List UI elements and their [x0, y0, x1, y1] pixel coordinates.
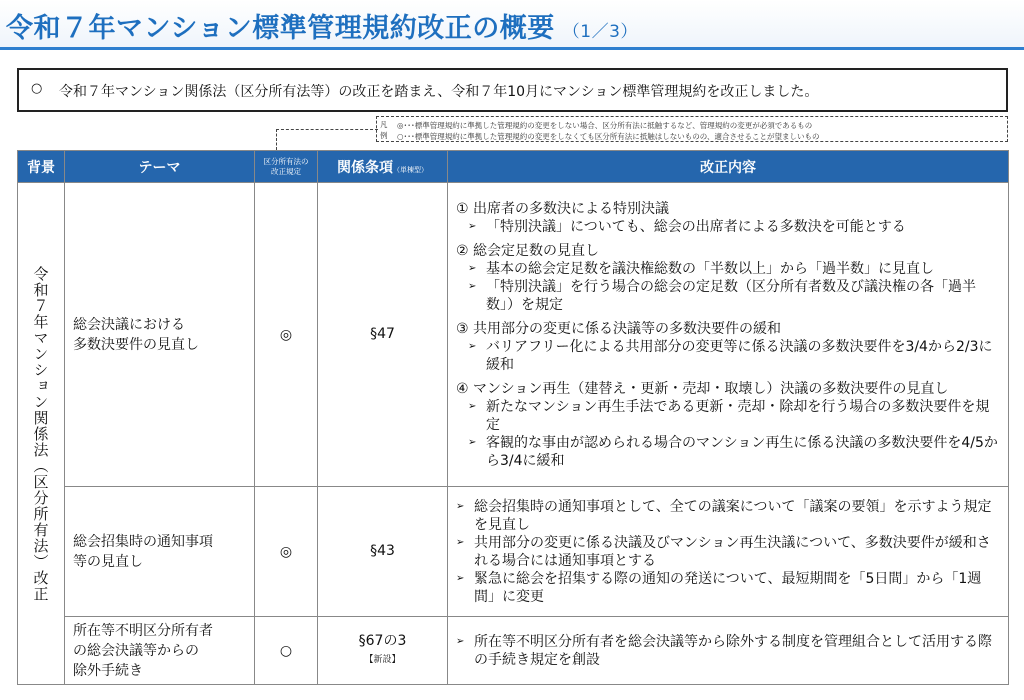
content-cell: [448, 617, 1009, 685]
legend-area: [276, 116, 1008, 150]
page-title: [6, 6, 638, 45]
arrow-bullet-icon: ➢: [456, 536, 465, 548]
mark-cell: ○: [255, 617, 318, 685]
theme-line: 多数決要件の見直し: [73, 336, 199, 353]
theme-line: の総会決議等からの: [73, 642, 199, 659]
theme-cell: [65, 183, 255, 487]
bullet-item: [456, 633, 1000, 669]
content-section: [456, 200, 1000, 236]
bullet-text: 共用部分の変更に係る決議及びマンション再生決議について、多数決要件が緩和される場合には通知事項とする: [474, 534, 991, 569]
content-section: [456, 380, 1000, 470]
section-title: ④ マンション再生（建替え・更新・売却・取壊し）決議の多数決要件の見直し: [456, 380, 949, 397]
page-title-text: 令和７年マンション標準管理規約改正の概要: [6, 13, 555, 44]
summary-bullet: ○: [31, 81, 43, 96]
header-theme: テーマ: [65, 151, 255, 183]
table-row: [18, 617, 1009, 685]
legend-box: [376, 116, 1008, 142]
bullet-text: 総会招集時の通知事項として、全ての議案について「議案の要領」を示すよう規定を見直し: [474, 498, 992, 533]
clause-note: 【新設】: [364, 654, 401, 665]
theme-line: 等の見直し: [73, 553, 143, 570]
arrow-bullet-icon: ➢: [468, 436, 477, 448]
arrow-bullet-icon: ➢: [468, 280, 477, 292]
arrow-bullet-icon: ➢: [468, 400, 477, 412]
header-clause: [318, 151, 448, 183]
background-cell: [18, 183, 65, 685]
background-text: 令和７年マンション関係法（区分所有法）改正: [31, 265, 50, 602]
bullet-text: バリアフリー化による共用部分の変更等に係る決議の多数決要件を3/4から2/3に緩和: [486, 338, 993, 373]
clause-cell: [318, 617, 448, 685]
mark-cell: ◎: [255, 487, 318, 617]
legend-circle: ○･･･標準管理規約に準拠した管理規約の変更をしなくても区分所有法に抵触はしないものの、適合させることが望ましいもの: [397, 132, 820, 141]
header-content: 改正内容: [448, 151, 1009, 183]
clause-cell: §47: [318, 183, 448, 487]
arrow-bullet-icon: ➢: [468, 220, 477, 232]
page-number: （1／3）: [562, 22, 638, 42]
arrow-bullet-icon: ➢: [468, 262, 477, 274]
theme-cell: [65, 487, 255, 617]
arrow-bullet-icon: ➢: [468, 340, 477, 352]
table-row: [18, 183, 1009, 487]
bullet-item: [456, 534, 1000, 570]
bullet-text: 所在等不明区分所有者を総会決議等から除外する制度を管理組合として活用する際の手続き規定を創設: [474, 633, 992, 668]
content-cell: [448, 487, 1009, 617]
table-row: [18, 487, 1009, 617]
legend-double-circle: ◎･･･標準管理規約に準拠した管理規約の変更をしない場合、区分所有法に抵触するなど、管理規約の変更が必須であるもの: [397, 121, 813, 130]
section-title: ③ 共用部分の変更に係る決議等の多数決要件の緩和: [456, 320, 781, 337]
clause-cell: §43: [318, 487, 448, 617]
bullet-item: [456, 498, 1000, 534]
bullet-text: 「特別決議」についても、総会の出席者による多数決を可能とする: [486, 218, 906, 235]
section-title: ② 総会定足数の見直し: [456, 242, 600, 259]
title-bar: [0, 0, 1024, 50]
arrow-bullet-icon: ➢: [456, 635, 465, 647]
bullet-text: 緊急に総会を招集する際の通知の発送について、最短期間を「5日間」から「1週間」に変更: [474, 570, 982, 605]
summary-box: [17, 68, 1008, 112]
theme-line: 総会招集時の通知事項: [73, 533, 213, 550]
section-title: ① 出席者の多数決による特別決議: [456, 200, 670, 217]
table-header-row: [18, 151, 1009, 183]
header-mark: [255, 151, 318, 183]
theme-line: 所在等不明区分所有者: [73, 622, 213, 639]
legend-heading: 凡例: [380, 120, 388, 140]
header-background: 背景: [18, 151, 65, 183]
bullet-item: [456, 218, 1000, 236]
bullet-text: 新たなマンション再生手法である更新・売却・除却を行う場合の多数決要件を規定: [486, 398, 990, 433]
header-clause-text: 関係条項: [337, 159, 393, 176]
header-mark-line2: 改正規定: [271, 166, 301, 176]
arrow-bullet-icon: ➢: [456, 572, 465, 584]
mark-cell: ◎: [255, 183, 318, 487]
bullet-text: 「特別決議」を行う場合の総会の定足数（区分所有者数及び議決権の各「過半数」）を規定: [486, 278, 976, 313]
theme-line: 除外手続き: [73, 662, 143, 679]
content-cell: [448, 183, 1009, 487]
bullet-text: 基本の総会定足数を議決権総数の「半数以上」から「過半数」に見直し: [486, 260, 934, 277]
bullet-item: [456, 338, 1000, 374]
bullet-item: [456, 278, 1000, 314]
title-underline: [0, 47, 1024, 50]
bullet-item: [456, 260, 1000, 278]
bullet-item: [456, 570, 1000, 606]
bullet-item: [456, 434, 1000, 470]
header-mark-line1: 区分所有法の: [263, 156, 309, 166]
content-section: [456, 320, 1000, 374]
bullet-item: [456, 398, 1000, 434]
summary-text: 令和７年マンション関係法（区分所有法等）の改正を踏まえ、令和７年10月にマンション標準管理規約を改正しました。: [59, 84, 819, 100]
header-clause-note: （単棟型）: [393, 165, 428, 174]
bullet-text: 客観的な事由が認められる場合のマンション再生に係る決議の多数決要件を4/5から3/4に緩和: [486, 434, 998, 469]
theme-line: 総会決議における: [73, 316, 185, 333]
theme-cell: [65, 617, 255, 685]
legend-connector: [276, 129, 378, 150]
arrow-bullet-icon: ➢: [456, 500, 465, 512]
content-section: [456, 242, 1000, 314]
revision-table: [17, 150, 1009, 685]
clause-text: §67の3: [358, 632, 407, 649]
